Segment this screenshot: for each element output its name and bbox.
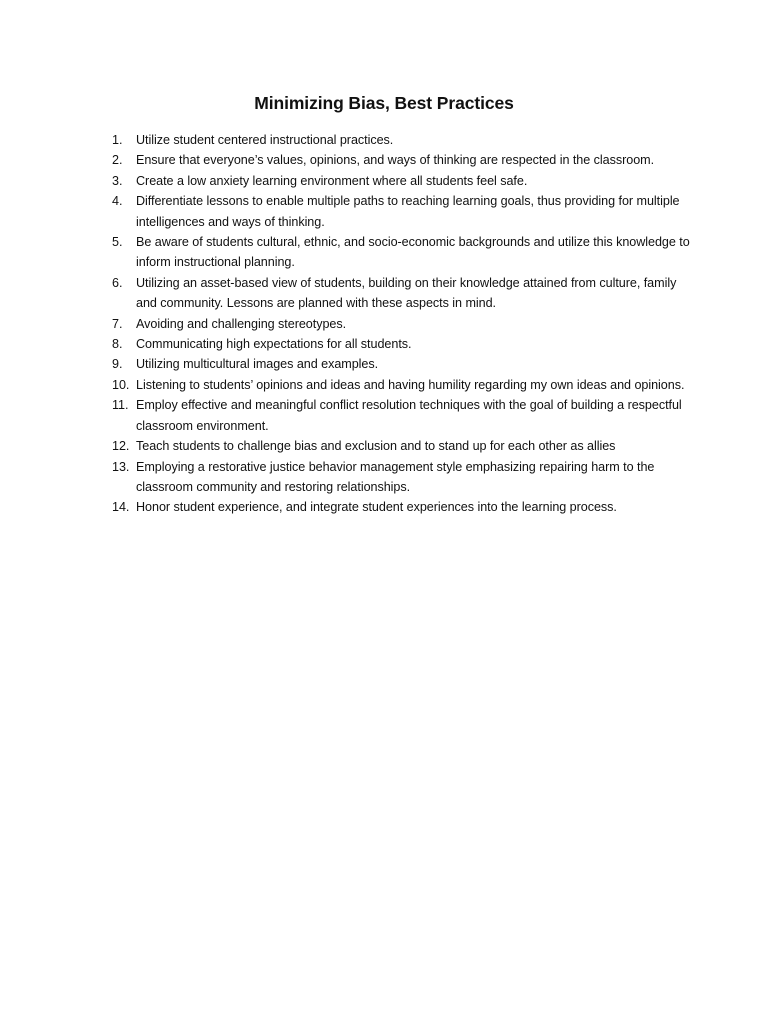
list-item-text: Utilize student centered instructional practices. <box>136 133 394 147</box>
list-item <box>112 314 692 334</box>
list-item-number: 1. <box>112 133 123 147</box>
list-item-number: 7. <box>112 316 123 331</box>
list-item-number: 12. <box>112 439 130 454</box>
list-item-number: 2. <box>112 153 123 168</box>
best-practices-list <box>112 130 692 518</box>
list-item-text: Differentiate lessons to enable multiple paths to reaching learning goals, thus providing for multiple intelligences and ways of thinking. <box>136 194 680 229</box>
list-item <box>112 150 692 170</box>
list-item-text: Employing a restorative justice behavior management style emphasizing repairing harm to the classroom community and restoring relationships. <box>136 459 655 494</box>
list-item-number: 6. <box>112 275 123 290</box>
list-item <box>112 191 692 232</box>
list-item-number: 11. <box>112 398 129 413</box>
list-item-number: 3. <box>112 173 123 188</box>
list-item-text: Utilizing multicultural images and examples. <box>136 357 379 372</box>
list-item-text: Listening to students’ opinions and ideas and having humility regarding my own ideas and opinions. <box>136 377 685 392</box>
list-item-text: Avoiding and challenging stereotypes. <box>136 316 347 331</box>
list-item <box>112 171 692 191</box>
list-item <box>112 273 692 314</box>
list-item <box>112 375 692 395</box>
list-item-number: 5. <box>112 235 123 250</box>
list-item <box>112 436 692 456</box>
list-item-text: Teach students to challenge bias and exclusion and to stand up for each other as allies <box>136 439 616 454</box>
page-title: Minimizing Bias, Best Practices <box>254 93 514 113</box>
list-item <box>112 334 692 354</box>
list-item-text: Be aware of students cultural, ethnic, and socio-economic backgrounds and utilize this knowledge to inform instructional planning. <box>136 235 690 270</box>
list-item <box>112 232 692 273</box>
list-item-text: Employ effective and meaningful conflict resolution techniques with the goal of building a respectful classroom environment. <box>136 398 682 433</box>
list-item-text: Communicating high expectations for all students. <box>136 337 412 352</box>
list-item <box>112 130 692 150</box>
list-item-text: Create a low anxiety learning environment where all students feel safe. <box>136 173 528 188</box>
list-item <box>112 354 692 374</box>
list-item <box>112 497 692 517</box>
list-item <box>112 395 692 436</box>
list-item-text: Honor student experience, and integrate student experiences into the learning process. <box>136 500 617 515</box>
list-item-number: 8. <box>112 337 123 352</box>
list-item-number: 10. <box>112 377 130 392</box>
list-item-number: 4. <box>112 194 123 209</box>
list-item <box>112 457 692 498</box>
list-item-number: 9. <box>112 357 123 372</box>
list-item-text: Ensure that everyone’s values, opinions, and ways of thinking are respected in the classroom. <box>136 153 655 168</box>
list-item-number: 13. <box>112 459 130 474</box>
list-item-number: 14. <box>112 500 130 515</box>
list-item-text: Utilizing an asset-based view of students, building on their knowledge attained from culture, family and community. Lessons are planned with these aspects in mind. <box>136 275 677 311</box>
